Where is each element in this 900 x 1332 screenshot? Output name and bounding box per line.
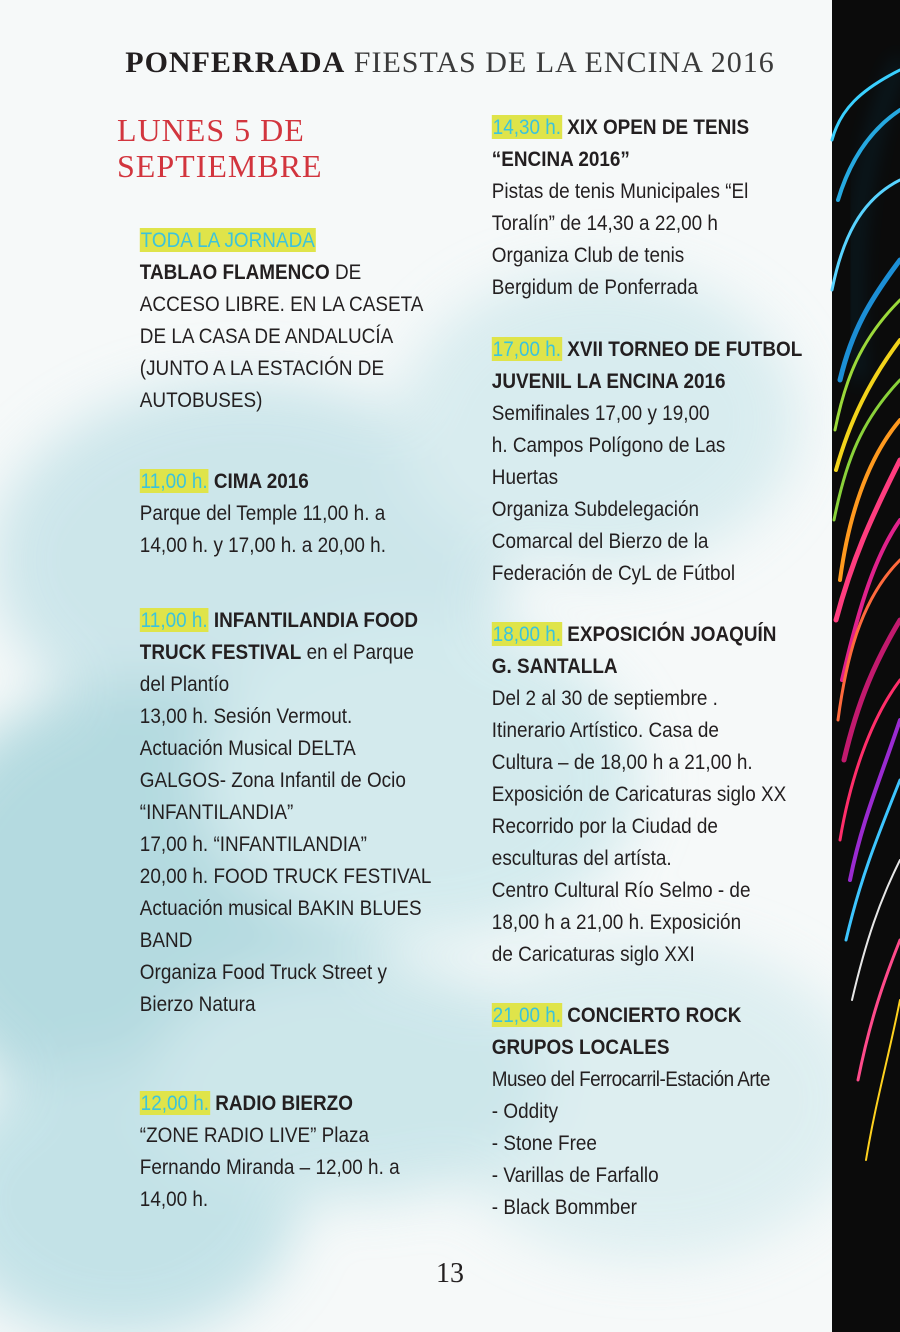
event-cima-2016	[117, 465, 457, 561]
event-concierto-rock	[469, 999, 809, 1223]
event-line: Itinerario Artístico. Casa de	[491, 718, 719, 742]
event-line: AUTOBUSES)	[139, 388, 263, 412]
event-line: “ZONE RADIO LIVE” Plaza	[139, 1123, 369, 1147]
event-line: 14,00 h.	[139, 1187, 209, 1211]
event-line: - Varillas de Farfallo	[491, 1163, 659, 1187]
event-torneo-futbol	[469, 333, 809, 589]
event-title: TABLAO FLAMENCO	[139, 260, 330, 284]
event-line: GALGOS- Zona Infantil de Ocio	[139, 768, 406, 792]
event-tablao-flamenco	[117, 224, 457, 416]
event-line: Bergidum de Ponferrada	[491, 275, 698, 299]
event-title-2: “ENCINA 2016”	[491, 147, 630, 171]
page-header	[0, 46, 900, 80]
event-line: DE LA CASA DE ANDALUCÍA	[139, 324, 394, 348]
event-line: Pistas de tenis Municipales “El	[491, 179, 749, 203]
event-line: Exposición de Caricaturas siglo XX	[491, 782, 787, 806]
event-line: - Oddity	[491, 1099, 559, 1123]
event-open-tenis	[469, 111, 809, 303]
event-time-tag: 11,00 h.	[140, 608, 208, 632]
event-title: XIX OPEN DE TENIS	[567, 115, 750, 139]
event-line: Recorrido por la Ciudad de	[491, 814, 718, 838]
event-time-tag: 21,00 h.	[492, 1003, 562, 1027]
event-line: 14,00 h. y 17,00 h. a 20,00 h.	[139, 533, 386, 557]
event-infantilandia	[117, 604, 457, 1020]
header-city: PONFERRADA	[125, 46, 346, 79]
event-line: BAND	[139, 928, 193, 952]
event-line: Fernando Miranda – 12,00 h. a	[139, 1155, 400, 1179]
event-title-2: G. SANTALLA	[491, 654, 618, 678]
event-line: (JUNTO A LA ESTACIÓN DE	[139, 356, 385, 380]
event-title-rest: en el Parque	[301, 640, 414, 664]
header-festival: FIESTAS DE LA ENCINA 2016	[353, 46, 775, 79]
event-line: Huertas	[491, 465, 559, 489]
event-line: esculturas del artísta.	[491, 846, 672, 870]
event-exposicion-santalla	[469, 618, 809, 970]
event-line: Cultura – de 18,00 h a 21,00 h.	[491, 750, 753, 774]
event-line: Organiza Club de tenis	[491, 243, 685, 267]
event-line: Museo del Ferrocarril-Estación Arte	[491, 1067, 770, 1091]
event-time-tag: 14,30 h.	[492, 115, 562, 139]
event-line: Del 2 al 30 de septiembre .	[491, 686, 718, 710]
event-line: Parque del Temple 11,00 h. a	[139, 501, 386, 525]
event-line: “INFANTILANDIA”	[139, 800, 294, 824]
event-title: RADIO BIERZO	[215, 1091, 353, 1115]
event-line: - Black Bommber	[491, 1195, 637, 1219]
day-title	[117, 112, 323, 184]
event-line: Organiza Food Truck Street y	[139, 960, 387, 984]
event-line: Semifinales 17,00 y 19,00	[491, 401, 710, 425]
event-title-2: JUVENIL LA ENCINA 2016	[491, 369, 726, 393]
event-time-tag: 17,00 h.	[492, 337, 562, 361]
event-line: - Stone Free	[491, 1131, 597, 1155]
day-title-line-1: LUNES 5 DE	[117, 112, 305, 148]
event-line: Comarcal del Bierzo de la	[491, 529, 709, 553]
event-line: ACCESO LIBRE. EN LA CASETA	[139, 292, 424, 316]
event-time-tag: 18,00 h.	[492, 622, 562, 646]
event-title-2: GRUPOS LOCALES	[491, 1035, 670, 1059]
event-title-rest: DE	[329, 260, 362, 284]
day-title-line-2: SEPTIEMBRE	[117, 148, 323, 184]
event-line: 18,00 h a 21,00 h. Exposición	[491, 910, 742, 934]
event-line: Centro Cultural Río Selmo - de	[491, 878, 751, 902]
event-line: Organiza Subdelegación	[491, 497, 700, 521]
page-number: 13	[436, 1258, 464, 1289]
event-time-tag: TODA LA JORNADA	[140, 228, 315, 252]
event-title: INFANTILANDIA FOOD	[213, 608, 419, 632]
event-title-2: TRUCK FESTIVAL	[139, 640, 302, 664]
event-radio-bierzo	[117, 1087, 457, 1215]
event-title: CONCIERTO ROCK	[567, 1003, 742, 1027]
event-line: 20,00 h. FOOD TRUCK FESTIVAL	[139, 864, 432, 888]
event-title: CIMA 2016	[213, 469, 309, 493]
event-time-tag: 11,00 h.	[140, 469, 208, 493]
event-line: Bierzo Natura	[139, 992, 256, 1016]
event-time-tag: 12,00 h.	[140, 1091, 210, 1115]
event-line: 17,00 h. “INFANTILANDIA”	[139, 832, 367, 856]
event-line: Actuación musical BAKIN BLUES	[139, 896, 422, 920]
event-line: de Caricaturas siglo XXI	[491, 942, 695, 966]
event-title: EXPOSICIÓN JOAQUÍN	[567, 622, 777, 646]
event-line: Actuación Musical DELTA	[139, 736, 356, 760]
event-line: 13,00 h. Sesión Vermout.	[139, 704, 353, 728]
event-line: del Plantío	[139, 672, 230, 696]
event-title: XVII TORNEO DE FUTBOL	[567, 337, 803, 361]
event-line: Federación de CyL de Fútbol	[491, 561, 736, 585]
event-line: h. Campos Polígono de Las	[491, 433, 726, 457]
event-line: Toralín” de 14,30 a 22,00 h	[491, 211, 718, 235]
